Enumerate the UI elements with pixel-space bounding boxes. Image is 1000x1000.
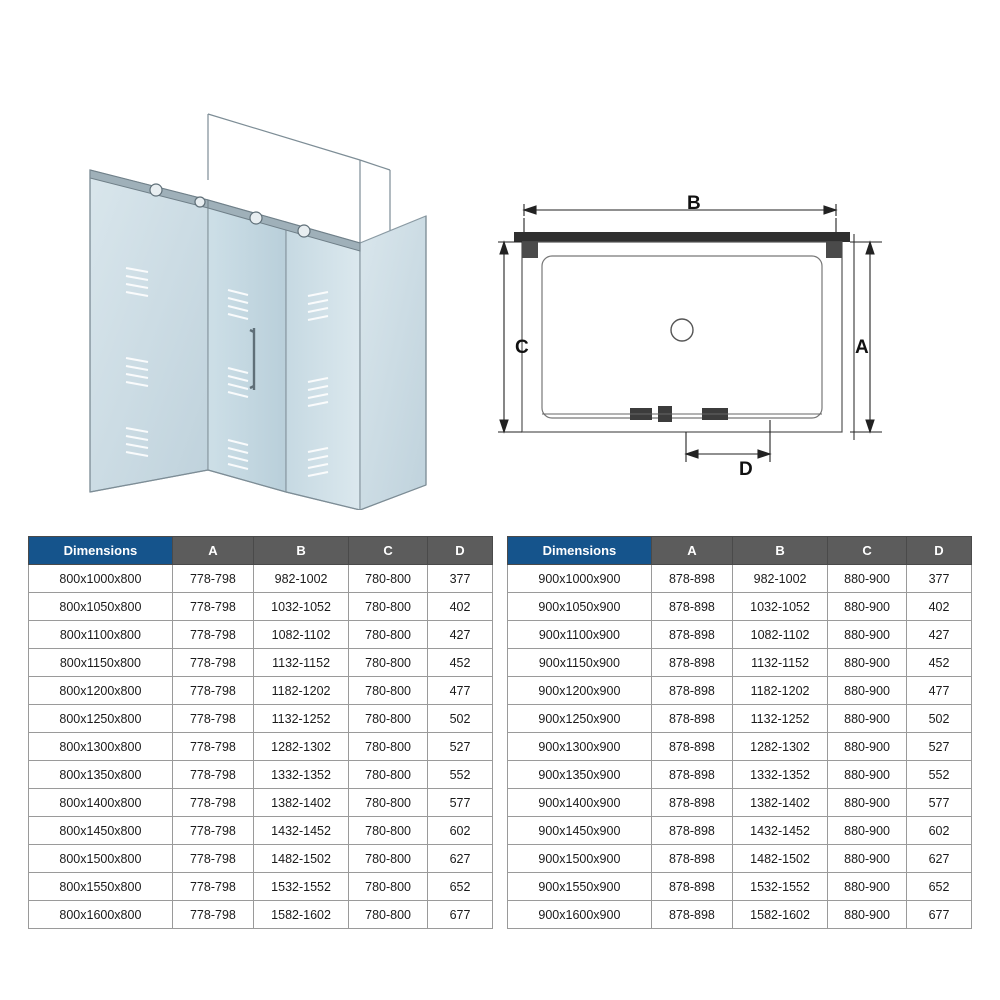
- cell-value: 778-798: [172, 873, 253, 901]
- cell-dimensions: 900x1000x900: [508, 565, 652, 593]
- table-row: [508, 621, 972, 649]
- cell-value: 1032-1052: [254, 593, 349, 621]
- cell-dimensions: 900x1100x900: [508, 621, 652, 649]
- cell-value: 1582-1602: [733, 901, 828, 929]
- cell-value: 778-798: [172, 593, 253, 621]
- cell-value: 778-798: [172, 621, 253, 649]
- cell-value: 427: [907, 621, 972, 649]
- cell-dimensions: 900x1450x900: [508, 817, 652, 845]
- cell-value: 880-900: [828, 593, 907, 621]
- cell-value: 1432-1452: [733, 817, 828, 845]
- column-header-c: C: [349, 537, 428, 565]
- cell-value: 778-798: [172, 649, 253, 677]
- cell-value: 880-900: [828, 817, 907, 845]
- isometric-enclosure-diagram: [60, 100, 480, 510]
- cell-value: 780-800: [349, 789, 428, 817]
- dimension-line-d: [686, 420, 770, 462]
- sliding-door-glass-panel: [286, 222, 360, 510]
- table-row: [29, 817, 493, 845]
- table-row: [508, 873, 972, 901]
- cell-value: 880-900: [828, 649, 907, 677]
- cell-dimensions: 900x1250x900: [508, 705, 652, 733]
- cell-value: 878-898: [651, 845, 732, 873]
- cell-value: 577: [428, 789, 493, 817]
- table-row: [29, 649, 493, 677]
- shower-tray-outline: [542, 256, 822, 418]
- cell-value: 1332-1352: [733, 761, 828, 789]
- cell-value: 778-798: [172, 845, 253, 873]
- cell-value: 982-1002: [254, 565, 349, 593]
- cell-value: 1382-1402: [254, 789, 349, 817]
- cell-dimensions: 800x1400x800: [29, 789, 173, 817]
- cell-value: 552: [907, 761, 972, 789]
- cell-value: 878-898: [651, 761, 732, 789]
- cell-value: 1432-1452: [254, 817, 349, 845]
- cell-dimensions: 800x1500x800: [29, 845, 173, 873]
- cell-value: 452: [428, 649, 493, 677]
- cell-dimensions: 900x1150x900: [508, 649, 652, 677]
- cell-value: 1282-1302: [733, 733, 828, 761]
- cell-value: 627: [428, 845, 493, 873]
- cell-value: 778-798: [172, 761, 253, 789]
- table-row: [508, 705, 972, 733]
- cell-value: 778-798: [172, 705, 253, 733]
- cell-value: 1182-1202: [254, 677, 349, 705]
- cell-value: 502: [907, 705, 972, 733]
- cell-value: 780-800: [349, 733, 428, 761]
- column-header-b: B: [733, 537, 828, 565]
- cell-value: 880-900: [828, 565, 907, 593]
- table-row: [29, 901, 493, 929]
- column-header-dimensions: Dimensions: [508, 537, 652, 565]
- cell-value: 1482-1502: [254, 845, 349, 873]
- right-glass-panel: [360, 216, 426, 510]
- left-glass-panel: [90, 170, 208, 492]
- cell-dimensions: 900x1550x900: [508, 873, 652, 901]
- cell-value: 878-898: [651, 621, 732, 649]
- table-row: [29, 593, 493, 621]
- cell-value: 1332-1352: [254, 761, 349, 789]
- cell-value: 880-900: [828, 621, 907, 649]
- cell-dimensions: 900x1500x900: [508, 845, 652, 873]
- cell-value: 552: [428, 761, 493, 789]
- column-header-dimensions: Dimensions: [29, 537, 173, 565]
- cell-value: 427: [428, 621, 493, 649]
- cell-value: 880-900: [828, 873, 907, 901]
- track-bar: [514, 232, 850, 242]
- table-row: [508, 761, 972, 789]
- cell-value: 778-798: [172, 677, 253, 705]
- column-header-a: A: [172, 537, 253, 565]
- cell-value: 652: [428, 873, 493, 901]
- cell-value: 878-898: [651, 733, 732, 761]
- bottom-rail-fittings: [542, 406, 822, 422]
- cell-value: 1182-1202: [733, 677, 828, 705]
- table-row: [508, 845, 972, 873]
- cell-dimensions: 800x1550x800: [29, 873, 173, 901]
- table-row: [508, 901, 972, 929]
- cell-value: 780-800: [349, 593, 428, 621]
- table-body: [508, 565, 972, 929]
- cell-value: 780-800: [349, 873, 428, 901]
- cell-dimensions: 800x1300x800: [29, 733, 173, 761]
- cell-dimensions: 900x1200x900: [508, 677, 652, 705]
- cell-dimensions: 900x1600x900: [508, 901, 652, 929]
- dimension-label-b: B: [687, 193, 702, 214]
- cell-value: 1032-1052: [733, 593, 828, 621]
- cell-value: 780-800: [349, 649, 428, 677]
- cell-dimensions: 800x1100x800: [29, 621, 173, 649]
- table-row: [508, 733, 972, 761]
- table-row: [29, 705, 493, 733]
- table-row: [508, 677, 972, 705]
- cell-value: 878-898: [651, 873, 732, 901]
- table-header-row: [508, 537, 972, 565]
- enclosure-outline: [522, 242, 842, 432]
- cell-dimensions: 900x1350x900: [508, 761, 652, 789]
- cell-value: 780-800: [349, 845, 428, 873]
- cell-value: 780-800: [349, 565, 428, 593]
- table-row: [508, 593, 972, 621]
- table-row: [29, 873, 493, 901]
- column-header-d: D: [907, 537, 972, 565]
- table-row: [508, 565, 972, 593]
- cell-value: 780-800: [349, 677, 428, 705]
- cell-value: 377: [428, 565, 493, 593]
- cell-value: 527: [907, 733, 972, 761]
- cell-value: 577: [907, 789, 972, 817]
- column-header-c: C: [828, 537, 907, 565]
- centre-glass-panel: [208, 200, 286, 492]
- cell-value: 1382-1402: [733, 789, 828, 817]
- cell-value: 880-900: [828, 845, 907, 873]
- cell-value: 878-898: [651, 705, 732, 733]
- cell-dimensions: 800x1450x800: [29, 817, 173, 845]
- cell-value: 402: [428, 593, 493, 621]
- cell-value: 880-900: [828, 789, 907, 817]
- cell-value: 602: [428, 817, 493, 845]
- cell-value: 780-800: [349, 761, 428, 789]
- cell-value: 878-898: [651, 817, 732, 845]
- cell-dimensions: 800x1350x800: [29, 761, 173, 789]
- cell-value: 527: [428, 733, 493, 761]
- cell-dimensions: 800x1250x800: [29, 705, 173, 733]
- cell-value: 778-798: [172, 817, 253, 845]
- dimension-label-a: A: [855, 337, 870, 358]
- cell-value: 780-800: [349, 621, 428, 649]
- column-header-a: A: [651, 537, 732, 565]
- cell-dimensions: 900x1400x900: [508, 789, 652, 817]
- table-body: [29, 565, 493, 929]
- dimensions-table-900: [507, 536, 972, 929]
- column-header-d: D: [428, 537, 493, 565]
- table-row: [508, 817, 972, 845]
- cell-value: 402: [907, 593, 972, 621]
- table-row: [29, 565, 493, 593]
- cell-value: 780-800: [349, 817, 428, 845]
- cell-value: 477: [428, 677, 493, 705]
- cell-value: 1132-1252: [254, 705, 349, 733]
- cell-value: 878-898: [651, 593, 732, 621]
- cell-value: 878-898: [651, 901, 732, 929]
- cell-dimensions: 900x1300x900: [508, 733, 652, 761]
- plan-dimension-diagram: [490, 170, 910, 480]
- table-row: [508, 789, 972, 817]
- table-header-row: [29, 537, 493, 565]
- cell-value: 627: [907, 845, 972, 873]
- cell-value: 778-798: [172, 789, 253, 817]
- cell-dimensions: 800x1600x800: [29, 901, 173, 929]
- cell-value: 377: [907, 565, 972, 593]
- cell-value: 502: [428, 705, 493, 733]
- corner-post: [826, 242, 842, 258]
- cell-value: 1532-1552: [733, 873, 828, 901]
- table-row: [29, 621, 493, 649]
- cell-value: 878-898: [651, 649, 732, 677]
- dimension-label-d: D: [739, 459, 754, 480]
- cell-value: 880-900: [828, 761, 907, 789]
- cell-value: 602: [907, 817, 972, 845]
- table-row: [29, 761, 493, 789]
- cell-value: 677: [428, 901, 493, 929]
- table-row: [29, 845, 493, 873]
- cell-value: 878-898: [651, 789, 732, 817]
- cell-value: 1082-1102: [254, 621, 349, 649]
- cell-value: 780-800: [349, 901, 428, 929]
- drain-icon: [671, 319, 693, 341]
- cell-value: 1482-1502: [733, 845, 828, 873]
- cell-value: 982-1002: [733, 565, 828, 593]
- dimensions-table-800: [28, 536, 493, 929]
- cell-value: 477: [907, 677, 972, 705]
- cell-value: 1582-1602: [254, 901, 349, 929]
- cell-value: 1132-1152: [254, 649, 349, 677]
- cell-value: 778-798: [172, 901, 253, 929]
- cell-value: 778-798: [172, 733, 253, 761]
- cell-value: 878-898: [651, 565, 732, 593]
- cell-dimensions: 800x1150x800: [29, 649, 173, 677]
- cell-dimensions: 800x1200x800: [29, 677, 173, 705]
- cell-value: 880-900: [828, 901, 907, 929]
- cell-value: 1082-1102: [733, 621, 828, 649]
- cell-value: 452: [907, 649, 972, 677]
- dimension-tables: [0, 536, 1000, 929]
- cell-dimensions: 900x1050x900: [508, 593, 652, 621]
- dimension-label-c: C: [515, 337, 530, 358]
- cell-value: 1132-1252: [733, 705, 828, 733]
- table-row: [29, 677, 493, 705]
- cell-value: 778-798: [172, 565, 253, 593]
- table-row: [508, 649, 972, 677]
- cell-value: 878-898: [651, 677, 732, 705]
- cell-value: 1282-1302: [254, 733, 349, 761]
- cell-value: 1532-1552: [254, 873, 349, 901]
- cell-value: 880-900: [828, 733, 907, 761]
- cell-dimensions: 800x1000x800: [29, 565, 173, 593]
- cell-value: 880-900: [828, 677, 907, 705]
- cell-value: 677: [907, 901, 972, 929]
- cell-value: 880-900: [828, 705, 907, 733]
- cell-dimensions: 800x1050x800: [29, 593, 173, 621]
- cell-value: 1132-1152: [733, 649, 828, 677]
- table-row: [29, 733, 493, 761]
- table-row: [29, 789, 493, 817]
- corner-post: [522, 242, 538, 258]
- column-header-b: B: [254, 537, 349, 565]
- cell-value: 780-800: [349, 705, 428, 733]
- cell-value: 652: [907, 873, 972, 901]
